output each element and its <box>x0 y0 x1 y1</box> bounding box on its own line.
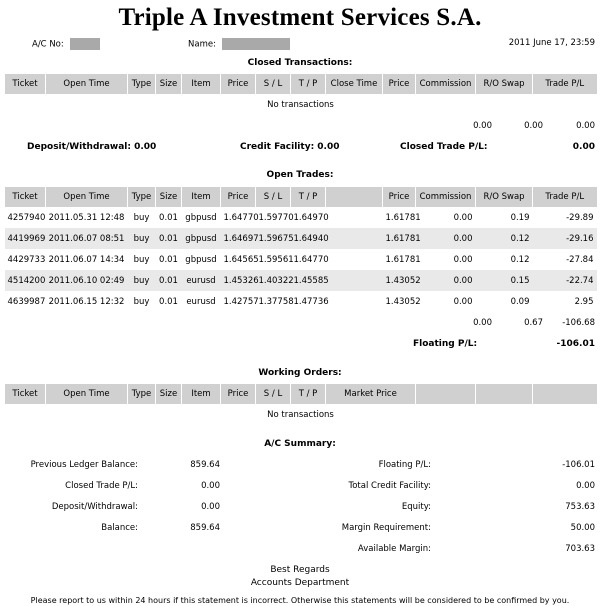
trade-cell: 2.95 <box>574 296 594 307</box>
summary-label: Previous Ledger Balance: <box>30 460 138 470</box>
trade-cell: 1.45326 <box>221 270 256 291</box>
summary-label: Margin Requirement: <box>341 523 431 533</box>
trade-cell <box>326 207 383 228</box>
closed-empty-text: No transactions <box>267 100 334 110</box>
open-trades-title: Open Trades: <box>266 170 334 180</box>
trade-cell: 1.59770 <box>258 212 294 223</box>
trade-cell: -29.16 <box>533 228 597 249</box>
trade-cell: 4419969 <box>5 228 46 249</box>
trade-cell: 1.61781 <box>383 228 416 249</box>
floating-pl-label: Floating P/L: <box>413 339 478 349</box>
trade-cell: buy <box>133 296 150 307</box>
working-col-header: S / L <box>256 384 291 404</box>
trade-cell: 1.64770 <box>223 212 259 223</box>
trade-cell: 0.01 <box>159 212 178 223</box>
trade-cell: 0.01 <box>159 254 178 265</box>
account-name-label: Name: <box>188 39 216 50</box>
closed-col-header: Size <box>156 74 182 94</box>
trade-cell: buy <box>133 254 150 265</box>
open-header-row <box>5 187 597 207</box>
closed-col-header: T / P <box>291 74 326 94</box>
trade-cell: 4429733 <box>7 254 46 265</box>
trade-cell: 0.01 <box>159 296 178 307</box>
summary-value: -106.01 <box>562 460 595 470</box>
trade-row <box>5 270 597 291</box>
open-col-header: Item <box>182 187 221 207</box>
summary-value: 0.00 <box>201 502 220 512</box>
closed-credit-facility: Credit Facility: 0.00 <box>240 142 340 152</box>
trade-row <box>5 291 597 312</box>
account-number-redacted <box>70 38 100 50</box>
working-col-header: Type <box>128 384 156 404</box>
trade-cell: eurusd <box>182 270 221 291</box>
trade-cell: 1.42757 <box>223 296 259 307</box>
trade-cell: 2011.05.31 12:48 <box>48 212 125 223</box>
trade-cell: 1.61781 <box>385 254 421 265</box>
summary-label: Floating P/L: <box>378 460 431 470</box>
trade-cell: 0.19 <box>510 212 530 223</box>
open-trades-table <box>4 187 597 312</box>
trade-cell: 0.12 <box>476 228 533 249</box>
trade-cell: buy <box>128 270 156 291</box>
summary-label: Balance: <box>101 523 138 533</box>
closed-transactions-table <box>4 74 597 116</box>
closed-col-header: Price <box>383 74 416 94</box>
closed-col-header: Price <box>221 74 256 94</box>
trade-row <box>5 207 597 228</box>
open-col-header: S / L <box>256 187 291 207</box>
summary-label: Closed Trade P/L: <box>65 481 138 491</box>
working-col-header: Size <box>156 384 182 404</box>
trade-cell: 0.00 <box>416 228 476 249</box>
summary-label: Deposit/Withdrawal: <box>51 502 138 512</box>
trade-cell: 2011.06.15 12:32 <box>48 296 125 307</box>
closed-total-commission: 0.00 <box>473 121 492 131</box>
open-col-header: Type <box>128 187 156 207</box>
trade-cell: 1.64565 <box>223 254 259 265</box>
closed-deposit-withdrawal: Deposit/Withdrawal: 0.00 <box>27 142 157 152</box>
trade-cell: 1.59561 <box>258 254 294 265</box>
summary-value: 0.00 <box>201 481 220 491</box>
working-orders-title: Working Orders: <box>258 368 342 378</box>
working-col-header <box>476 384 533 404</box>
closed-col-header: Open Time <box>46 74 128 94</box>
closed-header-row <box>5 74 597 94</box>
summary-value: 859.64 <box>190 460 220 470</box>
account-number-label: A/C No: <box>32 39 64 50</box>
trade-cell <box>326 291 383 312</box>
trade-cell: 1.40322 <box>256 270 291 291</box>
confirmation-notice: Please report to us within 24 hours if this statement is incorrect. Otherwise this statements will be considered to be confirmed by you. <box>30 596 570 605</box>
trade-cell: 1.59675 <box>256 228 291 249</box>
open-col-header: R/O Swap <box>476 187 533 207</box>
summary-label: Available Margin: <box>357 544 431 554</box>
accounts-department: Accounts Department <box>250 578 350 588</box>
trade-cell: -22.74 <box>533 270 597 291</box>
trade-cell: 0.00 <box>453 254 473 265</box>
working-header-row <box>5 384 597 404</box>
trade-cell: 1.47736 <box>293 296 329 307</box>
account-name <box>188 38 290 50</box>
closed-transactions-title: Closed Transactions: <box>247 58 353 68</box>
closed-col-header: S / L <box>256 74 291 94</box>
summary-label: Total Credit Facility: <box>348 481 431 491</box>
working-col-header: Price <box>221 384 256 404</box>
statement-datetime: 2011 June 17, 23:59 <box>508 38 595 48</box>
open-col-header: Commission <box>416 187 476 207</box>
open-col-header <box>326 187 383 207</box>
trade-cell: 4257940 <box>7 212 46 223</box>
floating-pl-value: -106.01 <box>556 339 595 349</box>
open-col-header: T / P <box>291 187 326 207</box>
summary-value: 859.64 <box>190 523 220 533</box>
summary-value: 50.00 <box>570 523 595 533</box>
trade-cell: 1.64970 <box>293 212 329 223</box>
working-empty-row <box>5 404 597 426</box>
account-name-redacted <box>222 38 290 50</box>
open-total-swap: 0.67 <box>524 318 543 328</box>
trade-cell: 0.01 <box>156 228 182 249</box>
working-empty-text: No transactions <box>267 410 334 420</box>
trade-cell: 1.37758 <box>258 296 294 307</box>
closed-empty-row <box>5 94 597 116</box>
open-total-commission: 0.00 <box>473 318 492 328</box>
open-col-header: Ticket <box>5 187 46 207</box>
open-col-header: Trade P/L <box>533 187 597 207</box>
working-orders-table <box>4 384 597 426</box>
trade-cell: gbpusd <box>185 254 217 265</box>
account-number <box>32 38 100 50</box>
open-col-header: Price <box>383 187 416 207</box>
closed-col-header: Trade P/L <box>533 74 597 94</box>
trade-cell <box>326 270 383 291</box>
trade-cell: buy <box>128 228 156 249</box>
best-regards: Best Regards <box>270 565 330 575</box>
trade-cell: 1.64697 <box>221 228 256 249</box>
closed-total-pl: 0.00 <box>576 121 595 131</box>
trade-cell: 0.01 <box>156 270 182 291</box>
summary-label: Equity: <box>401 502 431 512</box>
trade-cell: gbpusd <box>185 212 217 223</box>
trade-cell: 4514200 <box>5 270 46 291</box>
trade-cell: 0.15 <box>476 270 533 291</box>
trade-cell: 1.64770 <box>293 254 329 265</box>
trade-cell: 0.09 <box>510 296 530 307</box>
open-total-pl: -106.68 <box>562 318 595 328</box>
trade-cell <box>326 249 383 270</box>
working-col-header <box>533 384 597 404</box>
working-col-header: Open Time <box>46 384 128 404</box>
trade-cell <box>326 228 383 249</box>
trade-cell: 1.45585 <box>291 270 326 291</box>
trade-cell: 2011.06.07 14:34 <box>48 254 125 265</box>
trade-cell: gbpusd <box>182 228 221 249</box>
open-col-header: Price <box>221 187 256 207</box>
ac-summary-title: A/C Summary: <box>264 439 336 449</box>
working-col-header <box>416 384 476 404</box>
open-col-header: Size <box>156 187 182 207</box>
trade-row <box>5 228 597 249</box>
working-col-header: Item <box>182 384 221 404</box>
closed-col-header: Commission <box>416 74 476 94</box>
trade-cell: 2011.06.10 02:49 <box>46 270 128 291</box>
closed-col-header: Type <box>128 74 156 94</box>
trade-cell: buy <box>133 212 150 223</box>
trade-cell: 1.43052 <box>383 270 416 291</box>
trade-cell: 0.00 <box>416 270 476 291</box>
closed-trade-pl-label: Closed Trade P/L: <box>400 142 488 152</box>
summary-value: 753.63 <box>565 502 595 512</box>
closed-col-header: Item <box>182 74 221 94</box>
open-col-header: Open Time <box>46 187 128 207</box>
trade-cell: 1.64940 <box>291 228 326 249</box>
summary-value: 0.00 <box>576 481 595 491</box>
trade-cell: 1.43052 <box>385 296 421 307</box>
trade-cell: 1.61781 <box>385 212 421 223</box>
trade-cell: -29.89 <box>566 212 594 223</box>
closed-trade-pl-value: 0.00 <box>572 142 595 152</box>
trade-row <box>5 249 597 270</box>
trade-cell: -27.84 <box>566 254 594 265</box>
closed-col-header: Close Time <box>326 74 383 94</box>
working-col-header: Market Price <box>326 384 416 404</box>
trade-cell: eurusd <box>186 296 216 307</box>
working-col-header: T / P <box>291 384 326 404</box>
trade-cell: 2011.06.07 08:51 <box>46 228 128 249</box>
trade-cell: 0.00 <box>453 212 473 223</box>
trade-cell: 4639987 <box>7 296 46 307</box>
closed-col-header: Ticket <box>5 74 46 94</box>
working-col-header: Ticket <box>5 384 46 404</box>
closed-total-swap: 0.00 <box>524 121 543 131</box>
statement-title: Triple A Investment Services S.A. <box>118 4 482 31</box>
trade-cell: 0.00 <box>453 296 473 307</box>
trade-cell: 0.12 <box>510 254 530 265</box>
summary-value: 703.63 <box>565 544 595 554</box>
closed-col-header: R/O Swap <box>476 74 533 94</box>
